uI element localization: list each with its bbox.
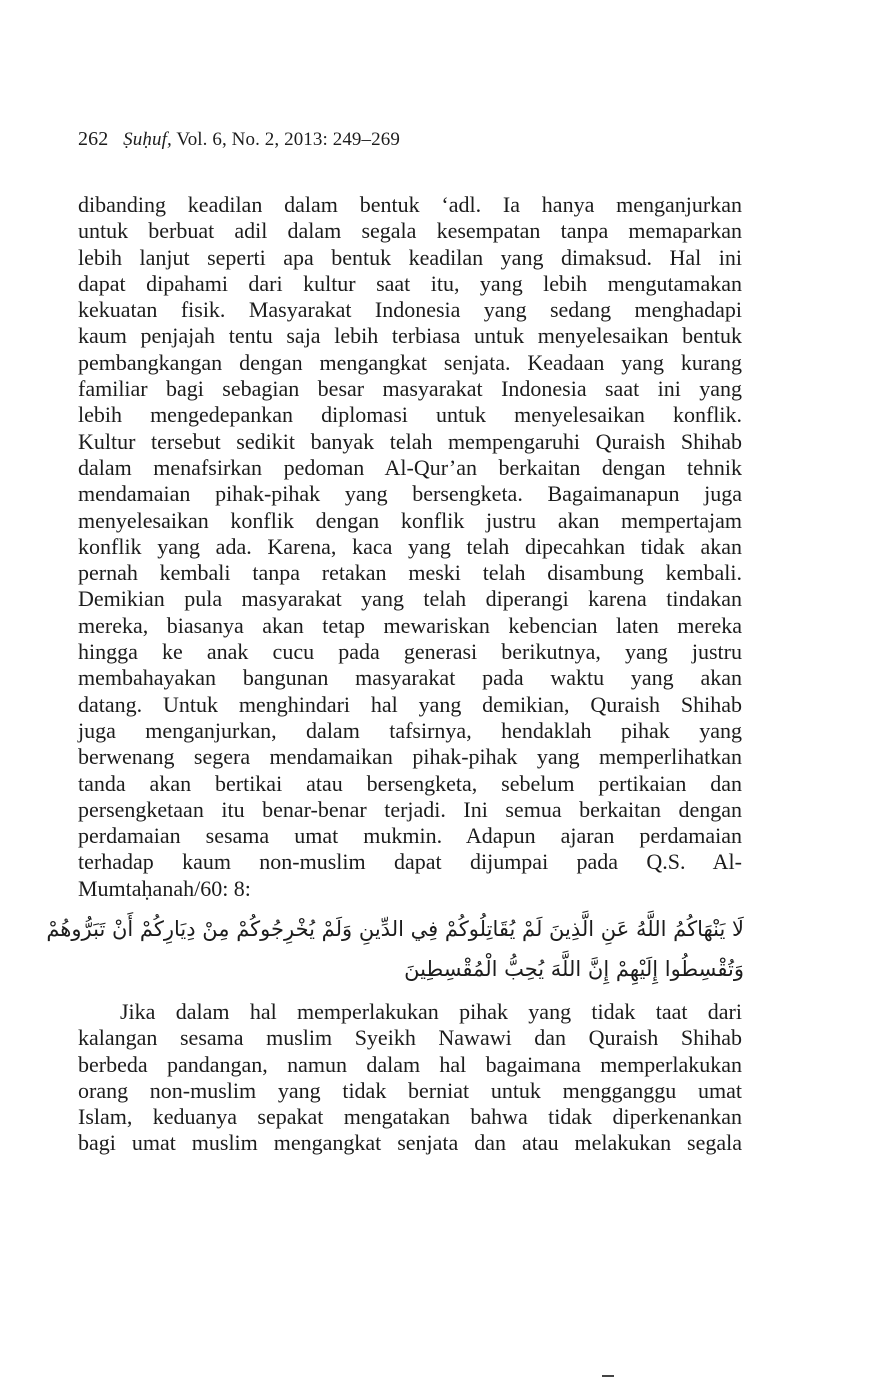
text-line: bagi umat muslim mengangkat senjata dan atau melakukan segala bbox=[78, 1130, 742, 1156]
running-header bbox=[78, 128, 400, 151]
text-line: dapat dipahami dari kultur saat itu, yang lebih mengutamakan bbox=[78, 270, 742, 296]
text-line: Demikian pula masyarakat yang telah diperangi karena tindakan bbox=[78, 586, 742, 612]
text-line: familiar bagi sebagian besar masyarakat Indonesia saat ini yang bbox=[78, 376, 742, 402]
text-line: konflik yang ada. Karena, kaca yang telah dipecahkan tidak akan bbox=[78, 533, 742, 559]
arabic-verse-line: وَتُقْسِطُوا إِلَيْهِمْ إِنَّ اللَّهَ يُحِبُّ الْمُقْسِطِينَ bbox=[404, 957, 744, 981]
text-line: datang. Untuk menghindari hal yang demikian, Quraish Shihab bbox=[78, 691, 742, 717]
text-line: lebih lanjut seperti apa bentuk keadilan yang dimaksud. Hal ini bbox=[78, 244, 742, 270]
text-line: Jika dalam hal memperlakukan pihak yang tidak taat dari bbox=[120, 999, 742, 1024]
text-line: Islam, keduanya sepakat mengatakan bahwa tidak diperkenankan bbox=[78, 1104, 742, 1130]
arabic-verse-line: لَا يَنْهَاكُمُ اللَّهُ عَنِ الَّذِينَ لَمْ يُقَاتِلُوكُمْ فِي الدِّينِ وَلَمْ يُخْرِجُوكُمْ مِنْ دِيَارِكُمْ أَنْ تَبَرُّوهُمْ bbox=[46, 917, 744, 941]
text-line: perdamaian sesama umat mukmin. Adapun ajaran perdamaian bbox=[78, 823, 742, 849]
text-line: pembangkangan dengan mengangkat senjata. Keadaan yang kurang bbox=[78, 349, 742, 375]
text-line: tanda akan bertikai atau bersengketa, sebelum pertikaian dan bbox=[78, 770, 742, 796]
text-line: kekuatan fisik. Masyarakat Indonesia yang sedang menghadapi bbox=[78, 297, 742, 323]
journal-name: Ṣuḥuf, bbox=[123, 129, 172, 150]
text-line: Kultur tersebut sedikit banyak telah mempengaruhi Quraish Shihab bbox=[78, 428, 742, 454]
text-line: juga menganjurkan, dalam tafsirnya, hendaklah pihak yang bbox=[78, 717, 742, 743]
text-line: berbeda pandangan, namun dalam hal bagaimana memperlakukan bbox=[78, 1051, 742, 1077]
text-line: persengketaan itu benar-benar terjadi. Ini semua berkaitan dengan bbox=[78, 796, 742, 822]
text-line: dibanding keadilan dalam bentuk ‘adl. Ia hanya menganjurkan bbox=[78, 192, 742, 217]
text-line: kaum penjajah tentu saja lebih terbiasa untuk menyelesaikan bentuk bbox=[78, 323, 742, 349]
paragraph-2 bbox=[78, 999, 742, 1157]
arabic-verse bbox=[46, 917, 744, 997]
text-line: pernah kembali tanpa retakan meski telah disambung kembali. bbox=[78, 560, 742, 586]
paragraph-1 bbox=[78, 192, 742, 902]
journal-citation: Vol. 6, No. 2, 2013: 249–269 bbox=[176, 129, 400, 150]
text-line: menyelesaikan konflik dengan konflik justru akan mempertajam bbox=[78, 507, 742, 533]
text-line: mendamaian pihak-pihak yang bersengketa. Bagaimanapun juga bbox=[78, 481, 742, 507]
text-line: hingga ke anak cucu pada generasi berikutnya, yang justru bbox=[78, 639, 742, 665]
text-line: berwenang segera mendamaikan pihak-pihak yang memperlihatkan bbox=[78, 744, 742, 770]
text-line: mereka, biasanya akan tetap mewariskan kebencian laten mereka bbox=[78, 612, 742, 638]
text-line: Mumtaḥanah/60: 8: bbox=[78, 875, 251, 901]
page-edge-mark bbox=[602, 1375, 614, 1377]
text-line: terhadap kaum non-muslim dapat dijumpai pada Q.S. Al- bbox=[78, 849, 742, 875]
text-line: lebih mengedepankan diplomasi untuk menyelesaikan konflik. bbox=[78, 402, 742, 428]
text-line: orang non-muslim yang tidak berniat untuk mengganggu umat bbox=[78, 1077, 742, 1103]
text-line: kalangan sesama muslim Syeikh Nawawi dan Quraish Shihab bbox=[78, 1025, 742, 1051]
page-number: 262 bbox=[78, 128, 109, 150]
text-line: untuk berbuat adil dalam segala kesempatan tanpa memaparkan bbox=[78, 218, 742, 244]
text-line: membahayakan bangunan masyarakat pada waktu yang akan bbox=[78, 665, 742, 691]
text-line: dalam menafsirkan pedoman Al-Qur’an berkaitan dengan tehnik bbox=[78, 454, 742, 480]
